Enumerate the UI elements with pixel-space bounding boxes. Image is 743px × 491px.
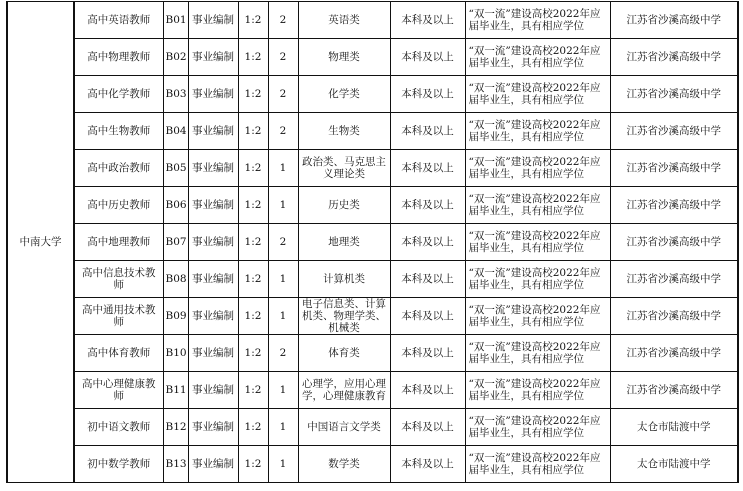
ratio-cell: 1:2 xyxy=(238,113,268,150)
education-cell: 本科及以上 xyxy=(390,409,465,446)
education-cell: 本科及以上 xyxy=(390,113,465,150)
ratio-cell: 1:2 xyxy=(238,372,268,409)
school-cell: 太仓市陆渡中学 xyxy=(610,446,738,483)
education-cell: 本科及以上 xyxy=(390,150,465,187)
position-cell: 高中英语教师 xyxy=(74,2,163,39)
position-cell: 高中化学教师 xyxy=(74,76,163,113)
requirement-cell: “双一流”建设高校2022年应届毕业生，具有相应学位 xyxy=(465,150,610,187)
requirement-cell: “双一流”建设高校2022年应届毕业生，具有相应学位 xyxy=(465,2,610,39)
ratio-cell: 1:2 xyxy=(238,446,268,483)
ratio-cell: 1:2 xyxy=(238,39,268,76)
table-row xyxy=(7,39,738,76)
table-row xyxy=(7,335,738,372)
count-cell: 2 xyxy=(268,113,298,150)
recruitment-table xyxy=(6,1,739,483)
requirement-cell: “双一流”建设高校2022年应届毕业生，具有相应学位 xyxy=(465,261,610,298)
position-cell: 高中政治教师 xyxy=(74,150,163,187)
staff-type-cell: 事业编制 xyxy=(188,372,238,409)
code-cell: B02 xyxy=(163,39,188,76)
staff-type-cell: 事业编制 xyxy=(188,298,238,335)
code-cell: B01 xyxy=(163,2,188,39)
position-cell: 高中体育教师 xyxy=(74,335,163,372)
major-cell: 历史类 xyxy=(298,187,390,224)
table-row xyxy=(7,113,738,150)
code-cell: B12 xyxy=(163,409,188,446)
table-row xyxy=(7,372,738,409)
education-cell: 本科及以上 xyxy=(390,335,465,372)
staff-type-cell: 事业编制 xyxy=(188,446,238,483)
count-cell: 2 xyxy=(268,335,298,372)
staff-type-cell: 事业编制 xyxy=(188,39,238,76)
school-cell: 江苏省沙溪高级中学 xyxy=(610,298,738,335)
position-cell: 初中语文教师 xyxy=(74,409,163,446)
education-cell: 本科及以上 xyxy=(390,76,465,113)
position-cell: 高中信息技术教师 xyxy=(74,261,163,298)
education-cell: 本科及以上 xyxy=(390,372,465,409)
table-row xyxy=(7,224,738,261)
code-cell: B10 xyxy=(163,335,188,372)
code-cell: B07 xyxy=(163,224,188,261)
count-cell: 2 xyxy=(268,2,298,39)
position-cell: 高中生物教师 xyxy=(74,113,163,150)
ratio-cell: 1:2 xyxy=(238,335,268,372)
requirement-cell: “双一流”建设高校2022年应届毕业生，具有相应学位 xyxy=(465,76,610,113)
requirement-cell: “双一流”建设高校2022年应届毕业生，具有相应学位 xyxy=(465,39,610,76)
code-cell: B09 xyxy=(163,298,188,335)
staff-type-cell: 事业编制 xyxy=(188,335,238,372)
major-cell: 数学类 xyxy=(298,446,390,483)
school-cell: 江苏省沙溪高级中学 xyxy=(610,2,738,39)
code-cell: B11 xyxy=(163,372,188,409)
ratio-cell: 1:2 xyxy=(238,2,268,39)
requirement-cell: “双一流”建设高校2022年应届毕业生，具有相应学位 xyxy=(465,409,610,446)
requirement-cell: “双一流”建设高校2022年应届毕业生，具有相应学位 xyxy=(465,335,610,372)
major-cell: 化学类 xyxy=(298,76,390,113)
school-cell: 江苏省沙溪高级中学 xyxy=(610,372,738,409)
code-cell: B03 xyxy=(163,76,188,113)
education-cell: 本科及以上 xyxy=(390,261,465,298)
code-cell: B08 xyxy=(163,261,188,298)
major-cell: 英语类 xyxy=(298,2,390,39)
position-cell: 高中地理教师 xyxy=(74,224,163,261)
major-cell: 计算机类 xyxy=(298,261,390,298)
count-cell: 1 xyxy=(268,372,298,409)
major-cell: 政治类、马克思主义理论类 xyxy=(298,150,390,187)
table-row xyxy=(7,446,738,483)
count-cell: 2 xyxy=(268,39,298,76)
count-cell: 1 xyxy=(268,150,298,187)
count-cell: 1 xyxy=(268,187,298,224)
school-cell: 江苏省沙溪高级中学 xyxy=(610,113,738,150)
staff-type-cell: 事业编制 xyxy=(188,409,238,446)
school-cell: 江苏省沙溪高级中学 xyxy=(610,39,738,76)
staff-type-cell: 事业编制 xyxy=(188,224,238,261)
staff-type-cell: 事业编制 xyxy=(188,187,238,224)
staff-type-cell: 事业编制 xyxy=(188,261,238,298)
major-cell: 体育类 xyxy=(298,335,390,372)
count-cell: 2 xyxy=(268,76,298,113)
table-row xyxy=(7,2,738,39)
count-cell: 2 xyxy=(268,224,298,261)
code-cell: B06 xyxy=(163,187,188,224)
education-cell: 本科及以上 xyxy=(390,39,465,76)
requirement-cell: “双一流”建设高校2022年应届毕业生，具有相应学位 xyxy=(465,113,610,150)
table-row xyxy=(7,261,738,298)
table-body xyxy=(7,2,738,483)
code-cell: B05 xyxy=(163,150,188,187)
education-cell: 本科及以上 xyxy=(390,187,465,224)
school-cell: 江苏省沙溪高级中学 xyxy=(610,150,738,187)
major-cell: 地理类 xyxy=(298,224,390,261)
major-cell: 生物类 xyxy=(298,113,390,150)
school-cell: 江苏省沙溪高级中学 xyxy=(610,187,738,224)
position-cell: 高中物理教师 xyxy=(74,39,163,76)
school-cell: 江苏省沙溪高级中学 xyxy=(610,224,738,261)
requirement-cell: “双一流”建设高校2022年应届毕业生，具有相应学位 xyxy=(465,298,610,335)
major-cell: 电子信息类、计算机类、物理学类、机械类 xyxy=(298,298,390,335)
ratio-cell: 1:2 xyxy=(238,298,268,335)
table-row xyxy=(7,76,738,113)
education-cell: 本科及以上 xyxy=(390,446,465,483)
position-cell: 高中心理健康教师 xyxy=(74,372,163,409)
requirement-cell: “双一流”建设高校2022年应届毕业生，具有相应学位 xyxy=(465,187,610,224)
requirement-cell: “双一流”建设高校2022年应届毕业生，具有相应学位 xyxy=(465,446,610,483)
table-row xyxy=(7,409,738,446)
ratio-cell: 1:2 xyxy=(238,224,268,261)
position-cell: 高中通用技术教师 xyxy=(74,298,163,335)
requirement-cell: “双一流”建设高校2022年应届毕业生，具有相应学位 xyxy=(465,224,610,261)
school-cell: 江苏省沙溪高级中学 xyxy=(610,335,738,372)
table-row xyxy=(7,298,738,335)
staff-type-cell: 事业编制 xyxy=(188,150,238,187)
education-cell: 本科及以上 xyxy=(390,224,465,261)
school-cell: 江苏省沙溪高级中学 xyxy=(610,261,738,298)
count-cell: 1 xyxy=(268,409,298,446)
major-cell: 物理类 xyxy=(298,39,390,76)
ratio-cell: 1:2 xyxy=(238,261,268,298)
count-cell: 1 xyxy=(268,298,298,335)
ratio-cell: 1:2 xyxy=(238,150,268,187)
ratio-cell: 1:2 xyxy=(238,187,268,224)
position-cell: 高中历史教师 xyxy=(74,187,163,224)
position-cell: 初中数学教师 xyxy=(74,446,163,483)
university-cell: 中南大学 xyxy=(7,2,74,483)
table-row xyxy=(7,187,738,224)
count-cell: 1 xyxy=(268,446,298,483)
count-cell: 1 xyxy=(268,261,298,298)
staff-type-cell: 事业编制 xyxy=(188,113,238,150)
education-cell: 本科及以上 xyxy=(390,2,465,39)
school-cell: 江苏省沙溪高级中学 xyxy=(610,76,738,113)
requirement-cell: “双一流”建设高校2022年应届毕业生，具有相应学位 xyxy=(465,372,610,409)
school-cell: 太仓市陆渡中学 xyxy=(610,409,738,446)
staff-type-cell: 事业编制 xyxy=(188,2,238,39)
ratio-cell: 1:2 xyxy=(238,409,268,446)
ratio-cell: 1:2 xyxy=(238,76,268,113)
code-cell: B13 xyxy=(163,446,188,483)
staff-type-cell: 事业编制 xyxy=(188,76,238,113)
code-cell: B04 xyxy=(163,113,188,150)
major-cell: 心理学，应用心理学，心理健康教育 xyxy=(298,372,390,409)
table-row xyxy=(7,150,738,187)
education-cell: 本科及以上 xyxy=(390,298,465,335)
major-cell: 中国语言文学类 xyxy=(298,409,390,446)
